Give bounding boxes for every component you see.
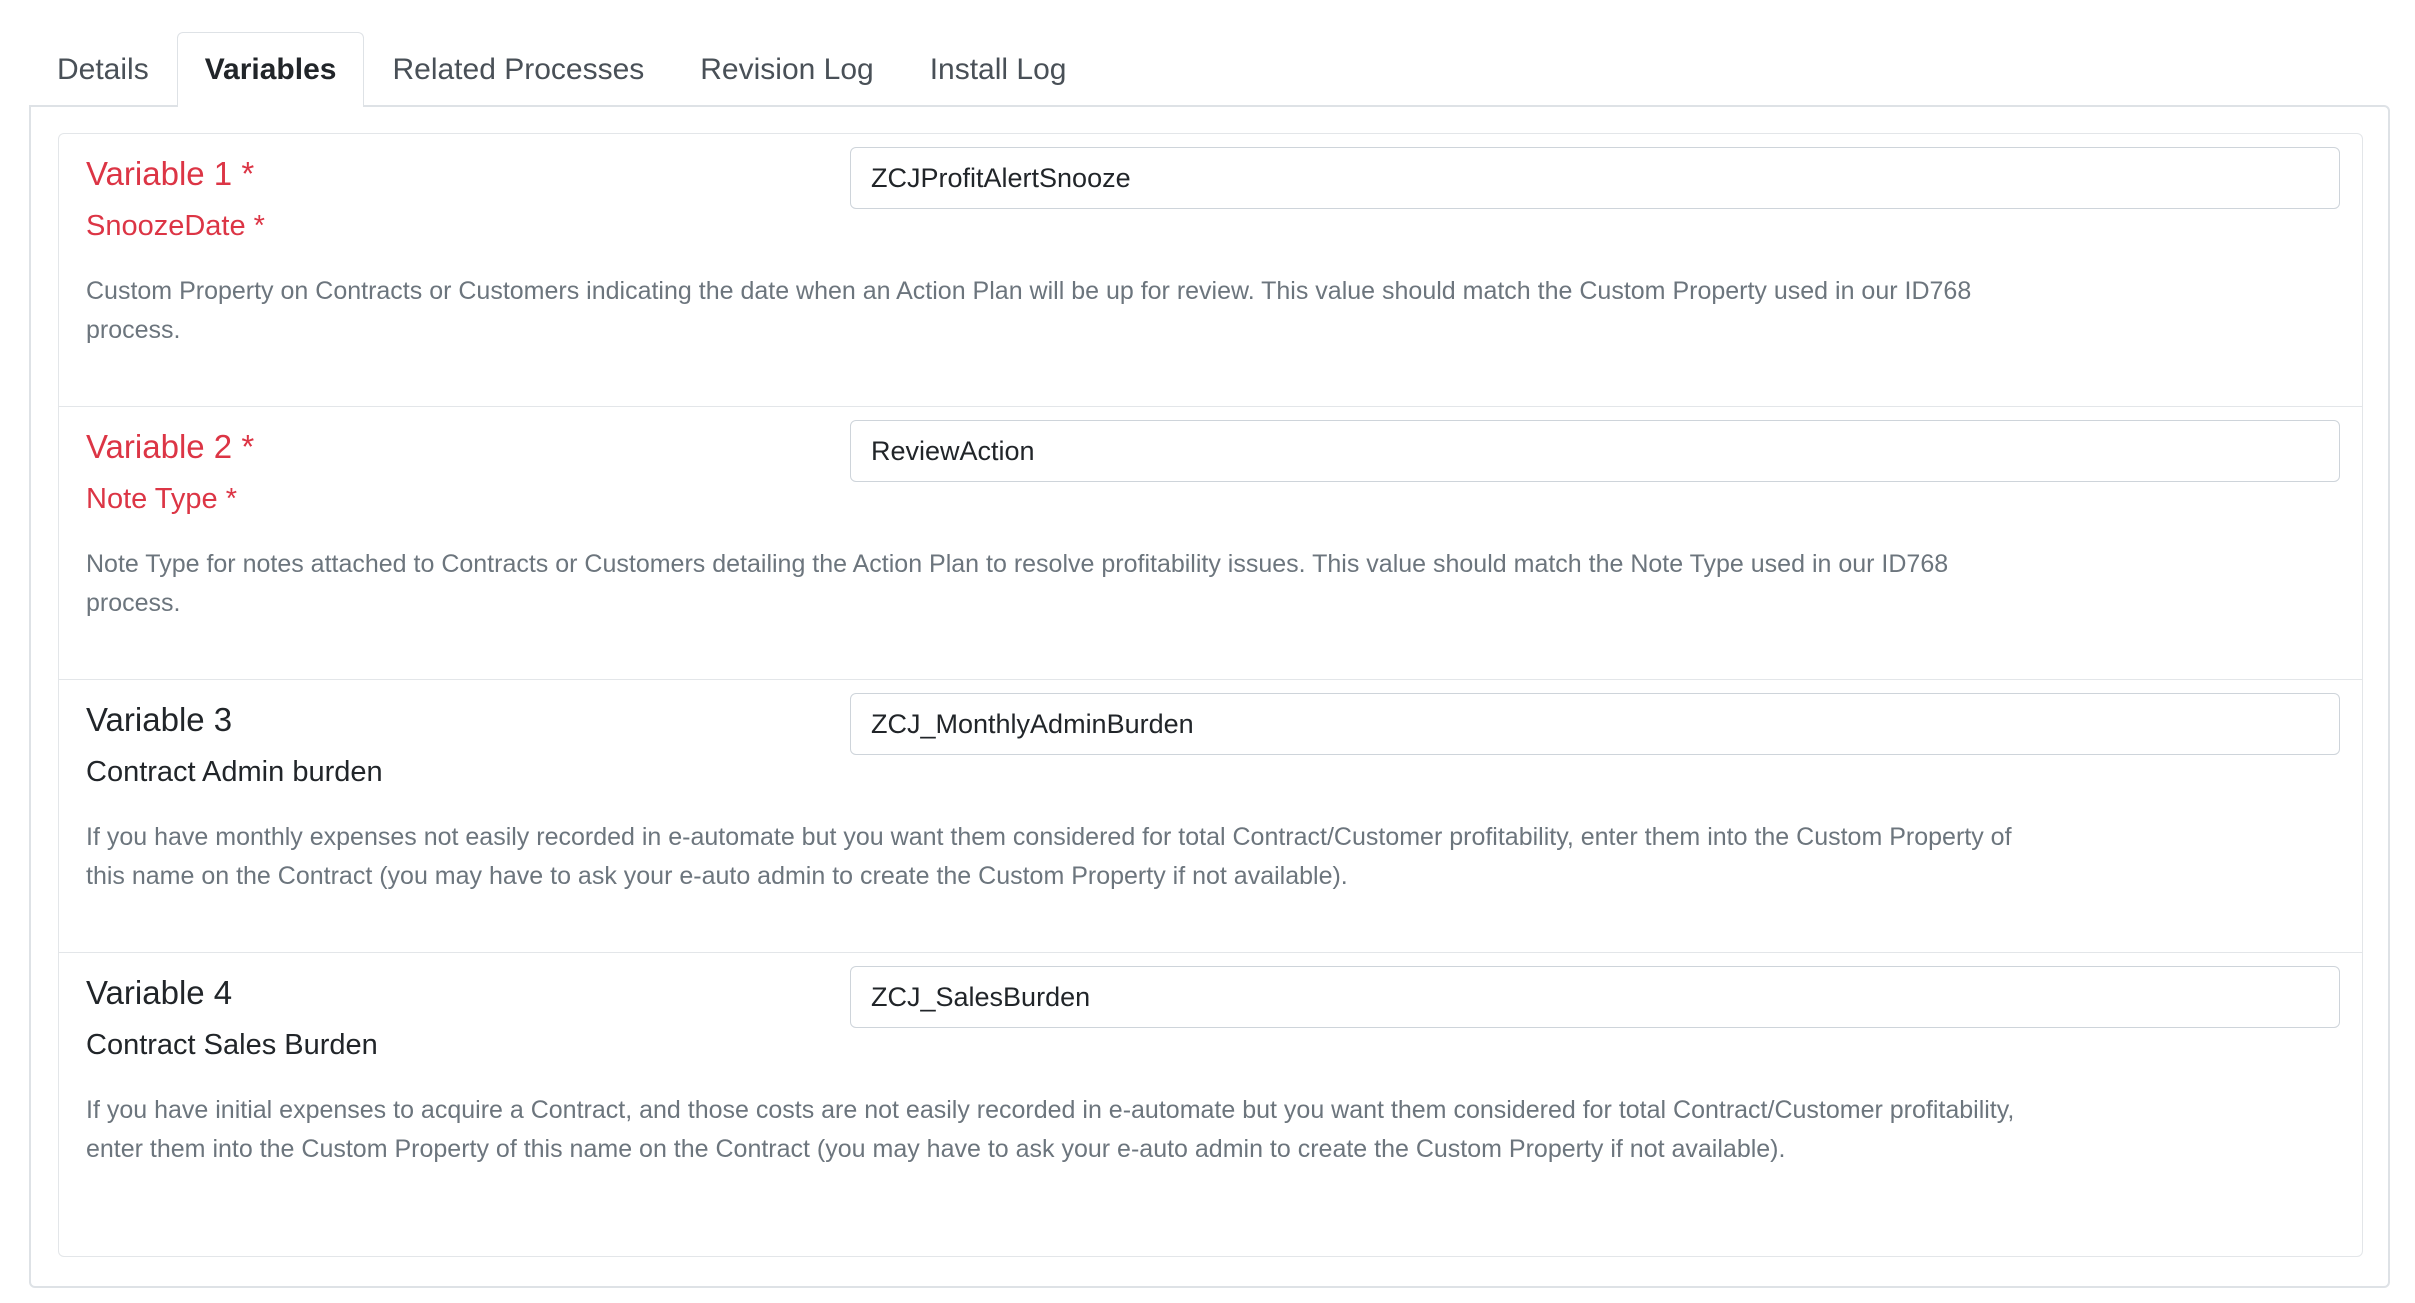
variable-row-2 (59, 407, 2362, 680)
variable-row-3 (59, 680, 2362, 953)
tab-variables[interactable]: Variables (177, 32, 365, 107)
variables-card (58, 133, 2363, 1257)
variable-3-description: If you have monthly expenses not easily recorded in e-automate but you want them considered for total Contract/Customer profitability, enter them into the Custom Property of this name on the Contract (you may have to ask your e-auto admin to create the Custom Property if not available). (86, 823, 2012, 890)
variable-1-name: SnoozeDate * (86, 210, 265, 242)
variable-2-name: Note Type * (86, 483, 238, 515)
variable-4-description: If you have initial expenses to acquire a Contract, and those costs are not easily recorded in e-automate but you want them considered for total Contract/Customer profitability, enter them into the Custom Property of this name on the Contract (you may have to ask your e-auto admin to create the Custom Property if not available). (86, 1096, 2015, 1163)
variable-row-4 (59, 953, 2362, 1258)
tab-revision-log[interactable]: Revision Log (700, 52, 874, 86)
variable-3-name: Contract Admin burden (86, 756, 383, 788)
variable-2-input[interactable] (850, 420, 2340, 482)
variable-1-input[interactable] (850, 147, 2340, 209)
variable-1-title: Variable 1 * (86, 155, 255, 192)
variable-3-input[interactable] (850, 693, 2340, 755)
variable-3-title: Variable 3 (86, 701, 233, 738)
tab-install-log[interactable]: Install Log (929, 52, 1067, 86)
tab-details[interactable]: Details (57, 52, 149, 86)
variable-2-title: Variable 2 * (86, 428, 255, 465)
variable-row-1 (59, 134, 2362, 407)
variable-4-title: Variable 4 (86, 974, 233, 1011)
variable-4-input[interactable] (850, 966, 2340, 1028)
variable-1-description: Custom Property on Contracts or Customers indicating the date when an Action Plan will be up for review. This value should match the Custom Property used in our ID768 process. (86, 277, 1972, 344)
tab-bar (29, 32, 1094, 106)
variables-tab-panel (29, 105, 2390, 1288)
variable-2-description: Note Type for notes attached to Contracts or Customers detailing the Action Plan to resolve profitability issues. This value should match the Note Type used in our ID768 process. (86, 550, 1949, 617)
tab-related-processes[interactable]: Related Processes (392, 52, 645, 86)
variable-4-name: Contract Sales Burden (86, 1029, 378, 1061)
